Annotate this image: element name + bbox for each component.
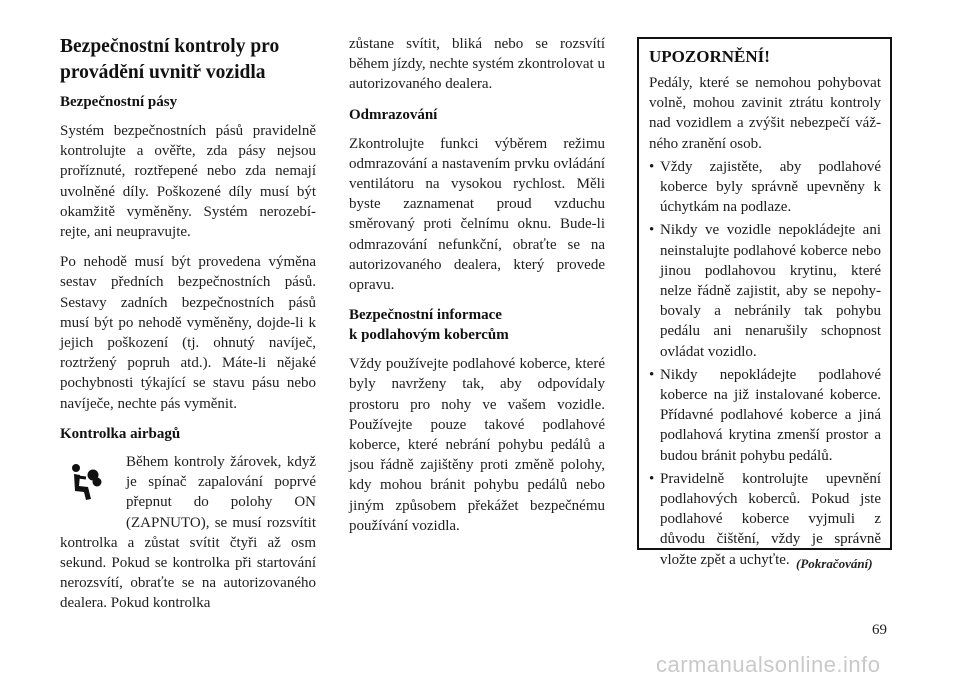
airbag-text-part-1: Během kontroly žárovek, když je spínač zapalování poprvé přepnut do polohy ON (ZAPNUTO), se musí rozsvítit kontrolka a zůstat svítit čtyři až osm sekund. Pokud se kontrolka při startování nerozsvítí, obraťte se na autorizovaného dealera. Pokud kontrolka <box>60 454 316 612</box>
floormat-heading-line-2: k podlahovým kobercům <box>349 327 509 344</box>
warning-intro: Pedály, které se nemohou pohybovat volně, mohou zavinit ztrátu kontroly nad vozidlem a zvýšit nebezpečí vážného zranění osob. <box>649 75 881 152</box>
airbag-heading: Kontrolka airbagů <box>60 425 181 442</box>
floormat-heading-line-1: Bezpečnostní informace <box>349 307 502 324</box>
watermark[interactable]: carmanualsonline.info <box>656 652 881 677</box>
seatbelts-paragraph-1: Systém bezpečnostních pásů pravidelně kontrolujte a ověřte, zda pásy nejsou proříznuté, roztřepené nebo zda nemají uvolněné díly. Poškozené díly musí být okamžitě vyměněny. Systém nerozebírejte, ani neupravujte. <box>60 123 316 241</box>
airbag-text-part-2: zůstane svítit, bliká nebo se rozsvítí během jízdy, nechte systém zkontrolovat u autorizovaného dealera. <box>349 36 605 93</box>
warning-bullet: • Nikdy nepokládejte podlahové koberce na již instalované koberce. Přídavné podlahové koberce a jiná podlahová krytina zmenší prostor a budou bránit pohybu pedálů. <box>649 366 881 464</box>
defrost-heading: Odmrazování <box>349 106 438 123</box>
warning-title: UPOZORNĚNÍ! <box>649 47 770 66</box>
page-number: 69 <box>872 622 887 638</box>
defrost-paragraph: Zkontrolujte funkci výběrem režimu odmrazování a nastavením prvku ovládání ventilátoru na vysokou rychlost. Měli byste zaznamenat proud vzduchu směrovaný proti čelnímu oknu. Bude-li odmrazování nefunkční, obraťte se na autorizovaného dealera, který provede opravu. <box>349 135 605 294</box>
seatbelts-heading: Bezpečnostní pásy <box>60 94 178 110</box>
column-left <box>60 34 316 444</box>
warning-bullet: • Pravidelně kontrolujte upevnění podlahových koberců. Pokud jste podlahové koberce vyjmuli z důvodu čištění, vždy je správně vložte zpět a uchyťte. <box>649 470 881 568</box>
seatbelts-paragraph-2: Po nehodě musí být provedena výměna sestav předních bezpečnostních pásů. Sestavy zadních bezpečnostních pásů musí být po nehodě vyměněny, dojde-li k jejich poškození (tj. ohnutý navíječ, roztržený popruh atd.). Máte-li nějaké pochybnosti týkající se stavu pásu nebo navíječe, nechte pás vyměnit. <box>60 254 316 412</box>
continued-label: (Pokračování) <box>796 556 873 571</box>
floormat-paragraph: Vždy používejte podlahové koberce, které byly navrženy tak, aby odpovídaly prostoru pro nohy ve vašem vozidle. Používejte pouze takové podlahové koberce, které nebrání pohybu pedálů a jsou řádně zajištěny proti změně polohy, kdy mohou bránit pohybu pedálů nebo jiným způsobem překážet bezpečnému používání vozidla. <box>349 356 605 534</box>
warning-bullet: • Vždy zajistěte, aby podlahové koberce byly správně upevněny k úchytkám na podlaze. <box>649 158 881 216</box>
airbag-warning-icon <box>68 462 102 502</box>
column-middle <box>349 34 605 536</box>
warning-bullet-list <box>649 157 881 570</box>
section-title: Bezpečnostní kontroly pro provádění uvnitř vozidla <box>60 36 280 83</box>
warning-bullet: • Nikdy ve vozidle nepokládejte ani neinstalujte podlahové koberce nebo jinou podlahovou krytinu, které nelze řádně zajistit, aby se nepohybovaly a nebránily tak pohybu pedálu ani nenarušily schopnost ovládat vozidlo. <box>649 222 881 360</box>
airbag-text-flow <box>60 452 316 614</box>
